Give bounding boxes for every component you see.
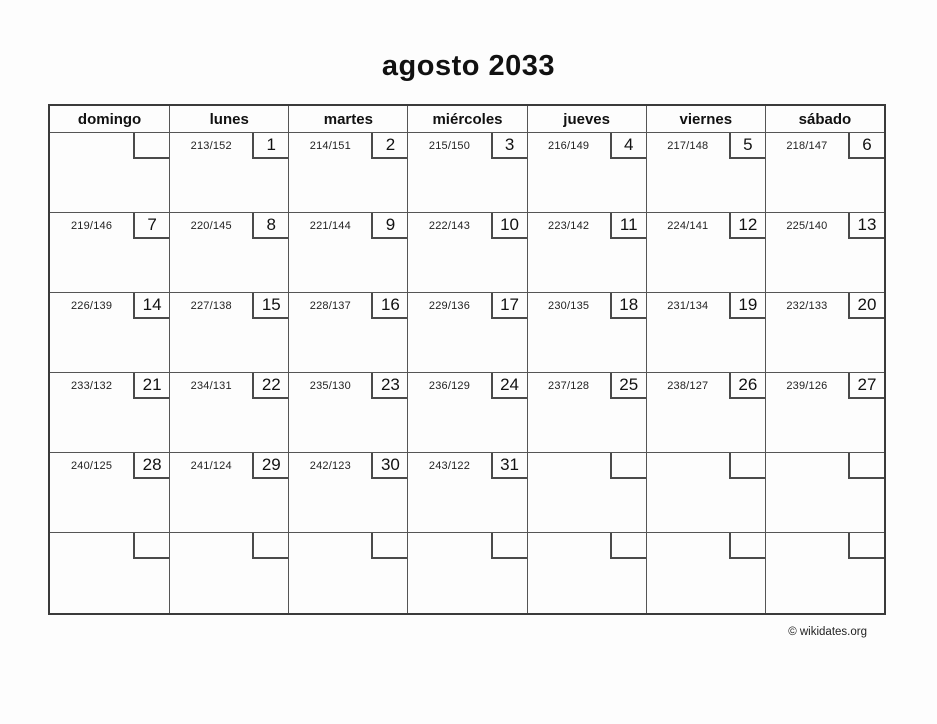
- day-cell: [50, 453, 169, 533]
- day-number-box: 1: [252, 133, 288, 159]
- day-of-year-label: [289, 533, 371, 559]
- day-cell: [646, 293, 765, 373]
- day-number-box: 14: [133, 293, 169, 319]
- day-cell: [527, 293, 646, 373]
- day-number-box: 4: [610, 133, 646, 159]
- day-number-box: [371, 533, 407, 559]
- day-of-year-label: [647, 533, 729, 559]
- day-cell: [288, 133, 407, 213]
- day-number-box: 16: [371, 293, 407, 319]
- day-cell: [288, 213, 407, 293]
- day-number-box: 11: [610, 213, 646, 239]
- day-of-year-label: 219/146: [70, 220, 113, 232]
- day-cell: [646, 533, 765, 613]
- day-of-year-label: [766, 453, 848, 479]
- weekday-header: miércoles: [407, 106, 526, 133]
- day-of-year-label: [50, 133, 133, 159]
- day-number-box: [491, 533, 527, 559]
- day-of-year-label: [170, 533, 252, 559]
- day-number-box: 31: [491, 453, 527, 479]
- weekday-header: viernes: [646, 106, 765, 133]
- day-number-box: 10: [491, 213, 527, 239]
- day-of-year-label: 230/135: [548, 300, 590, 312]
- day-cell: [527, 213, 646, 293]
- day-of-year-label: 241/124: [190, 460, 232, 472]
- day-of-year-label: 235/130: [309, 380, 351, 392]
- day-of-year-label: 237/128: [548, 380, 590, 392]
- day-number-box: [133, 533, 169, 559]
- day-of-year-label: 216/149: [548, 140, 590, 152]
- day-cell: [646, 133, 765, 213]
- day-of-year-label: 221/144: [309, 220, 351, 232]
- day-of-year-label: 243/122: [428, 460, 471, 472]
- day-number-box: 15: [252, 293, 288, 319]
- day-cell: [169, 293, 288, 373]
- day-number-box: [252, 533, 288, 559]
- day-of-year-label: [647, 453, 729, 479]
- day-number-box: 12: [729, 213, 765, 239]
- day-number-box: 22: [252, 373, 288, 399]
- page-title: agosto 2033: [381, 50, 556, 82]
- day-of-year-label: 214/151: [309, 140, 351, 152]
- day-cell: [288, 453, 407, 533]
- day-of-year-label: 226/139: [70, 300, 113, 312]
- day-number-box: 21: [133, 373, 169, 399]
- copyright-credit: © wikidates.org: [788, 626, 867, 638]
- day-number-box: 7: [133, 213, 169, 239]
- day-of-year-label: 233/132: [70, 380, 113, 392]
- day-cell: [407, 293, 526, 373]
- day-cell: [646, 453, 765, 533]
- day-cell: [527, 453, 646, 533]
- day-cell: [50, 133, 169, 213]
- day-of-year-label: 231/134: [667, 300, 709, 312]
- day-cell: [169, 373, 288, 453]
- day-of-year-label: 222/143: [428, 220, 471, 232]
- day-number-box: 29: [252, 453, 288, 479]
- day-of-year-label: 227/138: [190, 300, 232, 312]
- calendar-grid: [48, 104, 886, 615]
- day-number-box: 5: [729, 133, 765, 159]
- day-cell: [169, 213, 288, 293]
- day-cell: [527, 533, 646, 613]
- day-number-box: 28: [133, 453, 169, 479]
- day-cell: [407, 453, 526, 533]
- weekday-header: domingo: [50, 106, 169, 133]
- day-of-year-label: 236/129: [428, 380, 471, 392]
- day-number-box: 17: [491, 293, 527, 319]
- day-number-box: 3: [491, 133, 527, 159]
- day-cell: [765, 133, 884, 213]
- day-cell: [765, 373, 884, 453]
- day-cell: [765, 453, 884, 533]
- day-of-year-label: [528, 533, 610, 559]
- day-cell: [169, 453, 288, 533]
- day-cell: [169, 533, 288, 613]
- day-of-year-label: 232/133: [786, 300, 828, 312]
- day-cell: [50, 373, 169, 453]
- day-of-year-label: 215/150: [428, 140, 471, 152]
- day-cell: [765, 533, 884, 613]
- day-cell: [527, 133, 646, 213]
- day-of-year-label: 228/137: [309, 300, 351, 312]
- day-of-year-label: [528, 453, 610, 479]
- day-cell: [169, 133, 288, 213]
- day-number-box: 23: [371, 373, 407, 399]
- day-number-box: 6: [848, 133, 884, 159]
- day-of-year-label: 224/141: [667, 220, 709, 232]
- day-cell: [288, 533, 407, 613]
- day-of-year-label: [50, 533, 133, 559]
- weekday-header: jueves: [527, 106, 646, 133]
- day-cell: [765, 213, 884, 293]
- day-number-box: [610, 453, 646, 479]
- day-number-box: 27: [848, 373, 884, 399]
- day-cell: [765, 293, 884, 373]
- day-number-box: [848, 453, 884, 479]
- weekday-header: martes: [288, 106, 407, 133]
- day-of-year-label: [766, 533, 848, 559]
- day-number-box: [848, 533, 884, 559]
- day-of-year-label: 240/125: [70, 460, 113, 472]
- day-of-year-label: 218/147: [786, 140, 828, 152]
- day-number-box: 2: [371, 133, 407, 159]
- weekday-header: sábado: [765, 106, 884, 133]
- day-of-year-label: 213/152: [190, 140, 232, 152]
- day-of-year-label: 238/127: [667, 380, 709, 392]
- day-cell: [288, 293, 407, 373]
- day-number-box: 19: [729, 293, 765, 319]
- day-number-box: 30: [371, 453, 407, 479]
- day-cell: [50, 293, 169, 373]
- day-of-year-label: 220/145: [190, 220, 232, 232]
- day-of-year-label: 223/142: [548, 220, 590, 232]
- day-of-year-label: 225/140: [786, 220, 828, 232]
- day-cell: [407, 373, 526, 453]
- day-of-year-label: 239/126: [786, 380, 828, 392]
- day-number-box: 9: [371, 213, 407, 239]
- day-cell: [646, 213, 765, 293]
- day-of-year-label: 217/148: [667, 140, 709, 152]
- day-number-box: [729, 533, 765, 559]
- day-cell: [527, 373, 646, 453]
- day-number-box: 18: [610, 293, 646, 319]
- day-cell: [646, 373, 765, 453]
- day-of-year-label: 234/131: [190, 380, 232, 392]
- day-cell: [407, 213, 526, 293]
- day-of-year-label: [408, 533, 490, 559]
- day-cell: [288, 373, 407, 453]
- day-number-box: 26: [729, 373, 765, 399]
- day-number-box: 8: [252, 213, 288, 239]
- day-number-box: 25: [610, 373, 646, 399]
- day-cell: [50, 533, 169, 613]
- day-number-box: [610, 533, 646, 559]
- day-number-box: 20: [848, 293, 884, 319]
- day-of-year-label: 242/123: [309, 460, 351, 472]
- day-cell: [407, 533, 526, 613]
- day-number-box: 13: [848, 213, 884, 239]
- day-cell: [50, 213, 169, 293]
- day-number-box: [133, 133, 169, 159]
- day-number-box: [729, 453, 765, 479]
- weekday-header: lunes: [169, 106, 288, 133]
- day-number-box: 24: [491, 373, 527, 399]
- day-cell: [407, 133, 526, 213]
- day-of-year-label: 229/136: [428, 300, 471, 312]
